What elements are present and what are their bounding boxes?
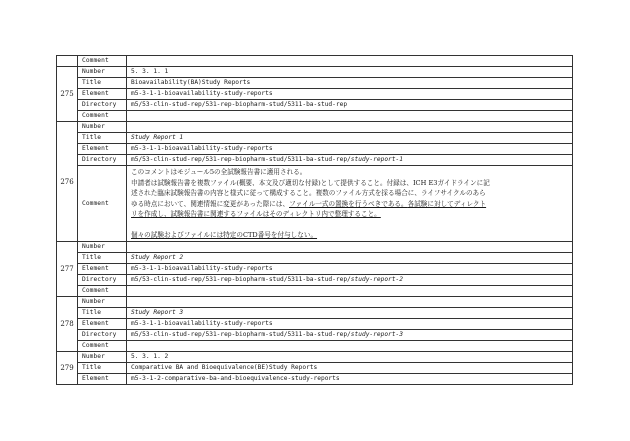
table-row [57, 275, 573, 286]
directory-value: m5/53-clin-stud-rep/531-rep-biopharm-stud/5311-ba-stud-rep [127, 100, 573, 111]
comment-line: このコメントはモジュール5の全試験報告書に適用される。 [131, 168, 307, 176]
element-label: Element [78, 144, 127, 155]
table-row [57, 374, 573, 385]
number-value: 5. 3. 1. 1 [127, 67, 573, 78]
title-value: Study Report 1 [127, 133, 573, 144]
number-label: Number [78, 67, 127, 78]
table-row [57, 155, 573, 166]
row-number-cell [57, 56, 78, 67]
comment-gap [131, 220, 568, 230]
comment-label: Comment [78, 56, 127, 67]
comment-text: ゆる時点において、関連情報に変更があった際には、 [131, 199, 290, 208]
title-label: Title [78, 78, 127, 89]
table-row [57, 166, 573, 242]
comment-value [127, 286, 573, 297]
number-label: Number [78, 122, 127, 133]
element-value: m5-3-1-1-bioavailability-study-reports [127, 89, 573, 100]
comment-value [127, 341, 573, 352]
table-row [57, 308, 573, 319]
table-row [57, 78, 573, 89]
table-row [57, 330, 573, 341]
row-number-279: 279 [57, 352, 78, 385]
comment-value [127, 166, 573, 242]
directory-label: Directory [78, 100, 127, 111]
row-number-275: 275 [57, 67, 78, 122]
ectd-structure-table [56, 55, 573, 385]
title-label: Title [78, 363, 127, 374]
comment-label: Comment [78, 111, 127, 122]
title-value: Study Report 2 [127, 253, 573, 264]
table-row [57, 111, 573, 122]
comment-line: 述された臨床試験報告書の内容と様式に従って構成すること。複数のファイル方式を採る場合に、ライフサイクルのあら [131, 189, 486, 197]
row-number-276: 276 [57, 122, 78, 242]
comment-value [127, 56, 573, 67]
title-value: Study Report 3 [127, 308, 573, 319]
comment-line [131, 199, 568, 210]
directory-value [127, 330, 573, 341]
table-row [57, 133, 573, 144]
element-value: m5-3-1-1-bioavailability-study-reports [127, 144, 573, 155]
table-row [57, 264, 573, 275]
directory-value [127, 275, 573, 286]
table-row [57, 253, 573, 264]
title-label: Title [78, 308, 127, 319]
directory-leaf: study-report-3 [350, 331, 403, 338]
number-value [127, 122, 573, 133]
title-value: Bioavailability(BA)Study Reports [127, 78, 573, 89]
table-row [57, 352, 573, 363]
comment-label: Comment [78, 166, 127, 242]
number-value [127, 297, 573, 308]
number-label: Number [78, 352, 127, 363]
comment-label: Comment [78, 286, 127, 297]
table-row [57, 286, 573, 297]
title-label: Title [78, 253, 127, 264]
directory-label: Directory [78, 330, 127, 341]
table-row [57, 341, 573, 352]
directory-leaf: study-report-1 [350, 156, 403, 163]
directory-label: Directory [78, 155, 127, 166]
number-label: Number [78, 242, 127, 253]
table-row [57, 67, 573, 78]
element-label: Element [78, 264, 127, 275]
comment-line: 個々の試験およびファイルには特定のCTD番号を付与しない。 [131, 230, 318, 239]
element-value: m5-3-1-1-bioavailability-study-reports [127, 264, 573, 275]
table-row [57, 89, 573, 100]
table-row [57, 363, 573, 374]
comment-line: リを作成し、試験報告書に関連するファイルはそのディレクトリ内で整理すること。 [131, 210, 381, 218]
table-row [57, 122, 573, 133]
table-row [57, 297, 573, 308]
element-label: Element [78, 319, 127, 330]
title-value: Comparative BA and Bioequivalence(BE)Study Reports [127, 363, 573, 374]
table-row [57, 242, 573, 253]
element-value: m5-3-1-1-bioavailability-study-reports [127, 319, 573, 330]
comment-line: 申請者は試験報告書を複数ファイル(概要、本文及び適切な付録)として提供すること。付録は、ICH E3ガイドラインに記 [131, 178, 490, 187]
comment-value [127, 111, 573, 122]
directory-base: m5/53-clin-stud-rep/531-rep-biopharm-stud/5311-ba-stud-rep/ [131, 276, 351, 283]
directory-base: m5/53-clin-stud-rep/531-rep-biopharm-stud/5311-ba-stud-rep/ [131, 156, 351, 163]
row-number-277: 277 [57, 242, 78, 297]
element-label: Element [78, 374, 127, 385]
number-label: Number [78, 297, 127, 308]
row-number-278: 278 [57, 297, 78, 352]
directory-leaf: study-report-2 [350, 276, 403, 283]
element-value: m5-3-1-2-comparative-ba-and-bioequivalence-study-reports [127, 374, 573, 385]
title-label: Title [78, 133, 127, 144]
table-row [57, 144, 573, 155]
spec-table-page [56, 55, 573, 385]
directory-value [127, 155, 573, 166]
comment-underlined-text: 各試験に対してディレクト [407, 199, 487, 208]
table-row [57, 100, 573, 111]
comment-underlined-text: ファイル一式の置換を行うべきである。 [289, 199, 408, 208]
directory-base: m5/53-clin-stud-rep/531-rep-biopharm-stud/5311-ba-stud-rep/ [131, 331, 351, 338]
element-label: Element [78, 89, 127, 100]
number-value [127, 242, 573, 253]
table-row [57, 319, 573, 330]
number-value: 5. 3. 1. 2 [127, 352, 573, 363]
comment-label: Comment [78, 341, 127, 352]
directory-label: Directory [78, 275, 127, 286]
table-row [57, 56, 573, 67]
